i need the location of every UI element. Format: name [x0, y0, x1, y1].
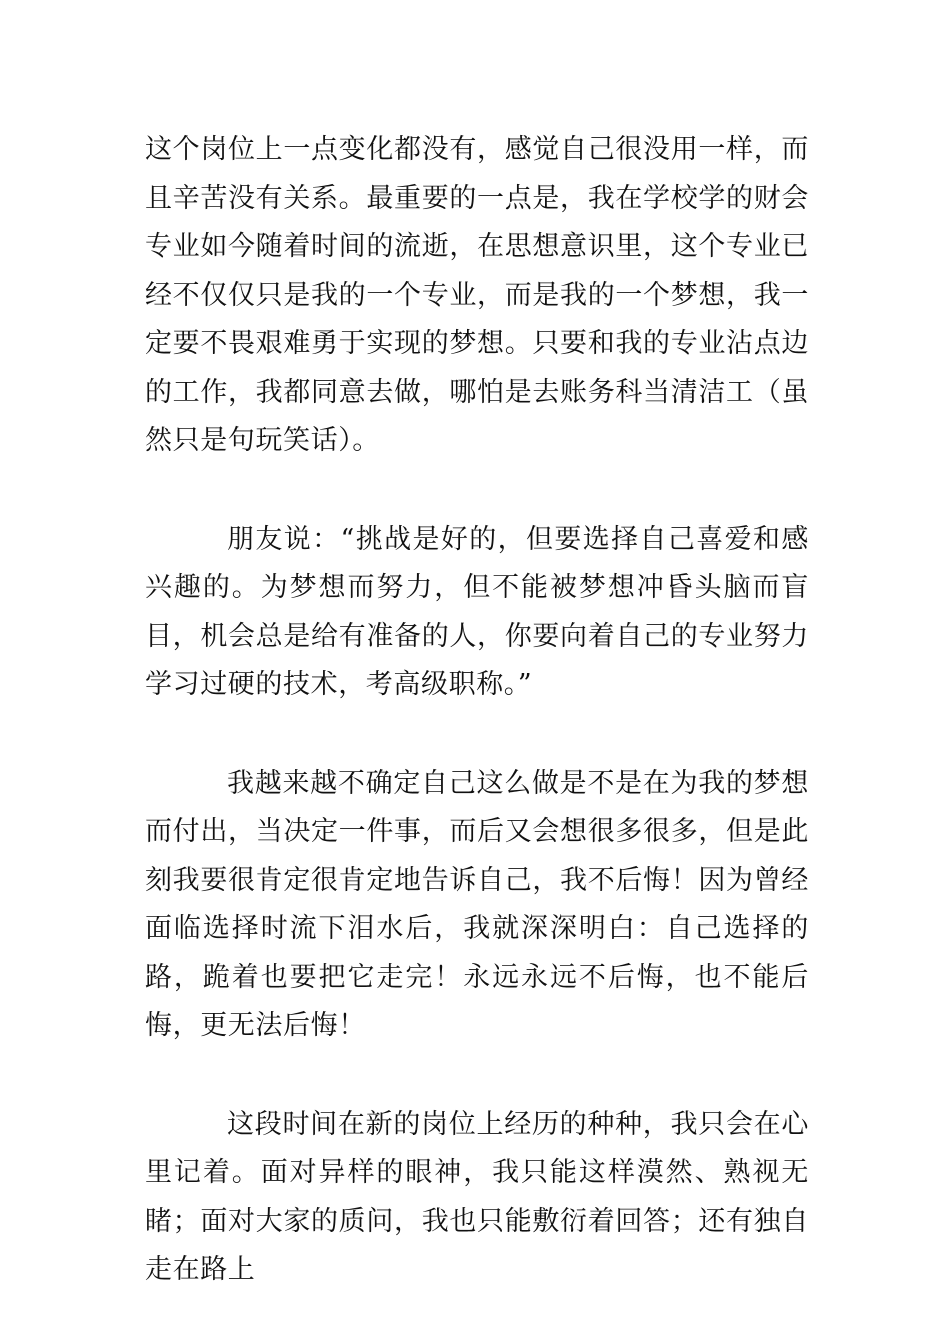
- paragraph-2: 朋友说：“挑战是好的，但要选择自己喜爱和感兴趣的。为梦想而努力，但不能被梦想冲昏头脑而盲目，机会总是给有准备的人，你要向着自己的专业努力学习过硬的技术，考高级职称。”: [145, 523, 809, 700]
- paragraph-3: 我越来越不确定自己这么做是不是在为我的梦想而付出，当决定一件事，而后又会想很多很多，但是此刻我要很肯定很肯定地告诉自己，我不后悔！因为曾经面临选择时流下泪水后，我就深深明白：自己选择的路，跪着也要把它走完！永远永远不后悔，也不能后悔，更无法后悔！: [145, 767, 809, 1041]
- paragraph-1: 这个岗位上一点变化都没有，感觉自己很没用一样，而且辛苦没有关系。最重要的一点是，我在学校学的财会专业如今随着时间的流逝，在思想意识里，这个专业已经不仅仅只是我的一个专业，而是我的一个梦想，我一定要不畏艰难勇于实现的梦想。只要和我的专业沾点边的工作，我都同意去做，哪怕是去账务科当清洁工（虽然只是句玩笑话）。: [145, 134, 809, 456]
- paragraph-4: 这段时间在新的岗位上经历的种种，我只会在心里记着。面对异样的眼神，我只能这样漠然、熟视无睹；面对大家的质问，我也只能敷衍着回答；还有独自走在路上: [145, 1108, 809, 1285]
- document-body: [145, 126, 809, 1295]
